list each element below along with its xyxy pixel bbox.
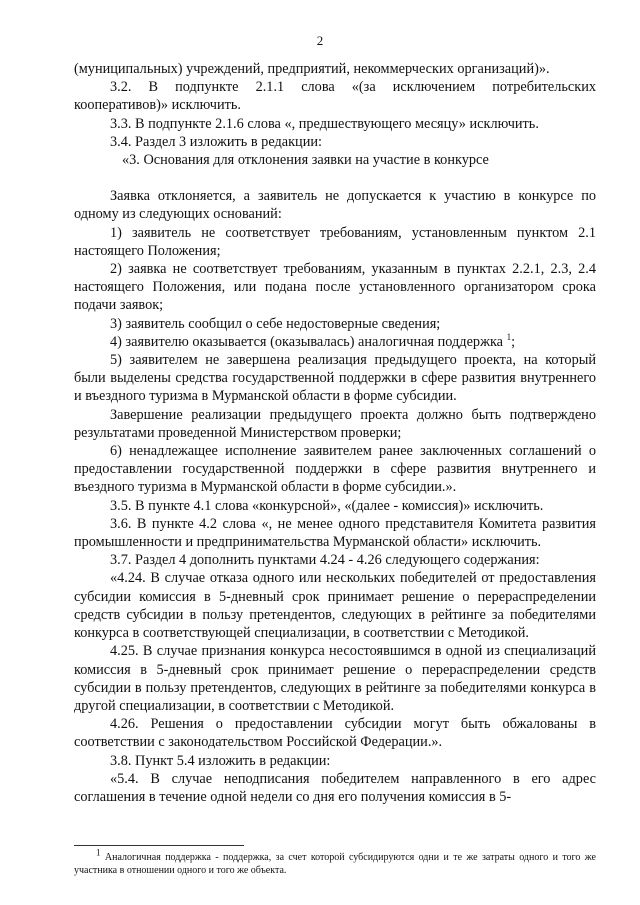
paragraph: Заявка отклоняется, а заявитель не допускается к участию в конкурсе по одному из следующих оснований: (74, 188, 596, 223)
list-item: 5) заявителем не завершена реализация предыдущего проекта, на который были выделены средства государственной поддержки в сфере развития внутреннего и въездного туризма в Мурманской области в форме субсидии. (74, 352, 596, 405)
footnote (74, 847, 596, 877)
paragraph: 3.2. В подпункте 2.1.1 слова «(за исключением потребительских кооперативов)» исключить. (74, 79, 596, 114)
paragraph: 3.4. Раздел 3 изложить в редакции: (110, 133, 322, 150)
section-heading: «3. Основания для отклонения заявки на участие в конкурсе (122, 152, 489, 169)
list-item (74, 333, 596, 351)
paragraph: 4.26. Решения о предоставлении субсидии могут быть обжалованы в соответствии с законодательством Российской Федерации.». (74, 716, 596, 751)
page-number: 2 (316, 33, 324, 48)
paragraph: 3.8. Пункт 5.4 изложить в редакции: (110, 752, 331, 769)
list-item: 6) ненадлежащее исполнение заявителем ранее заключенных соглашений о предоставлении государственной поддержки в сфере развития внутреннего и въездного туризма в Мурманской области в форме субсидии.». (74, 443, 596, 496)
list-item-tail: ; (511, 333, 516, 350)
list-item: 3) заявитель сообщил о себе недостоверные сведения; (110, 315, 441, 332)
footnote-divider (74, 845, 244, 846)
list-item: 1) заявитель не соответствует требованиям, установленным пунктом 2.1 настоящего Положения; (74, 224, 596, 259)
footnote-text: Аналогичная поддержка - поддержка, за счет которой субсидируются одни и те же затраты одного и того же участника в отношении одного и того же объекта. (74, 852, 596, 876)
spacer (74, 169, 596, 187)
footnote-reference: 1 (506, 332, 512, 343)
list-item-text: 4) заявителю оказывается (оказывалась) аналогичная поддержка (110, 333, 504, 350)
paragraph: 3.5. В пункте 4.1 слова «конкурсной», «(далее - комиссия)» исключить. (110, 497, 544, 514)
footnote-text-line (74, 847, 596, 877)
footnote-mark: 1 (96, 847, 101, 858)
paragraph: 3.6. В пункте 4.2 слова «, не менее одного представителя Комитета развития промышленности и предпринимательства Мурманской области» исключить. (74, 515, 596, 551)
list-item: 2) заявка не соответствует требованиям, указанным в пунктах 2.2.1, 2.3, 2.4 настоящего Положения, или подана после установленного организатором срока подачи заявок; (74, 261, 596, 314)
paragraph: Завершение реализации предыдущего проекта должно быть подтверждено результатами проведенной Министерством проверки; (74, 406, 596, 441)
paragraph: 3.7. Раздел 4 дополнить пунктами 4.24 - 4.26 следующего содержания: (110, 552, 540, 569)
paragraph: «5.4. В случае неподписания победителем направленного в его адрес соглашения в течение одной недели со дня его получения комиссия в 5- (74, 770, 596, 805)
paragraph: «4.24. В случае отказа одного или нескольких победителей от предоставления субсидии комиссия в 5-дневный срок принимает решение о перераспределении средств субсидии в пользу претендентов, следующих в рейтинге за победителями конкурса в соответствующей специализации, в соответствии с Методикой. (74, 570, 596, 642)
paragraph: 3.3. В подпункте 2.1.6 слова «, предшествующего месяцу» исключить. (110, 115, 539, 132)
document-body (74, 60, 596, 806)
paragraph: (муниципальных) учреждений, предприятий, некоммерческих организаций)». (74, 61, 550, 77)
paragraph: 4.25. В случае признания конкурса несостоявшимся в одной из специализаций комиссия в 5-дневный срок принимает решение о перераспределении средств субсидии в пользу претендентов, следующих в рейтинге за победителями конкурса в другой специализации, в соответствии с Методикой. (74, 643, 596, 714)
